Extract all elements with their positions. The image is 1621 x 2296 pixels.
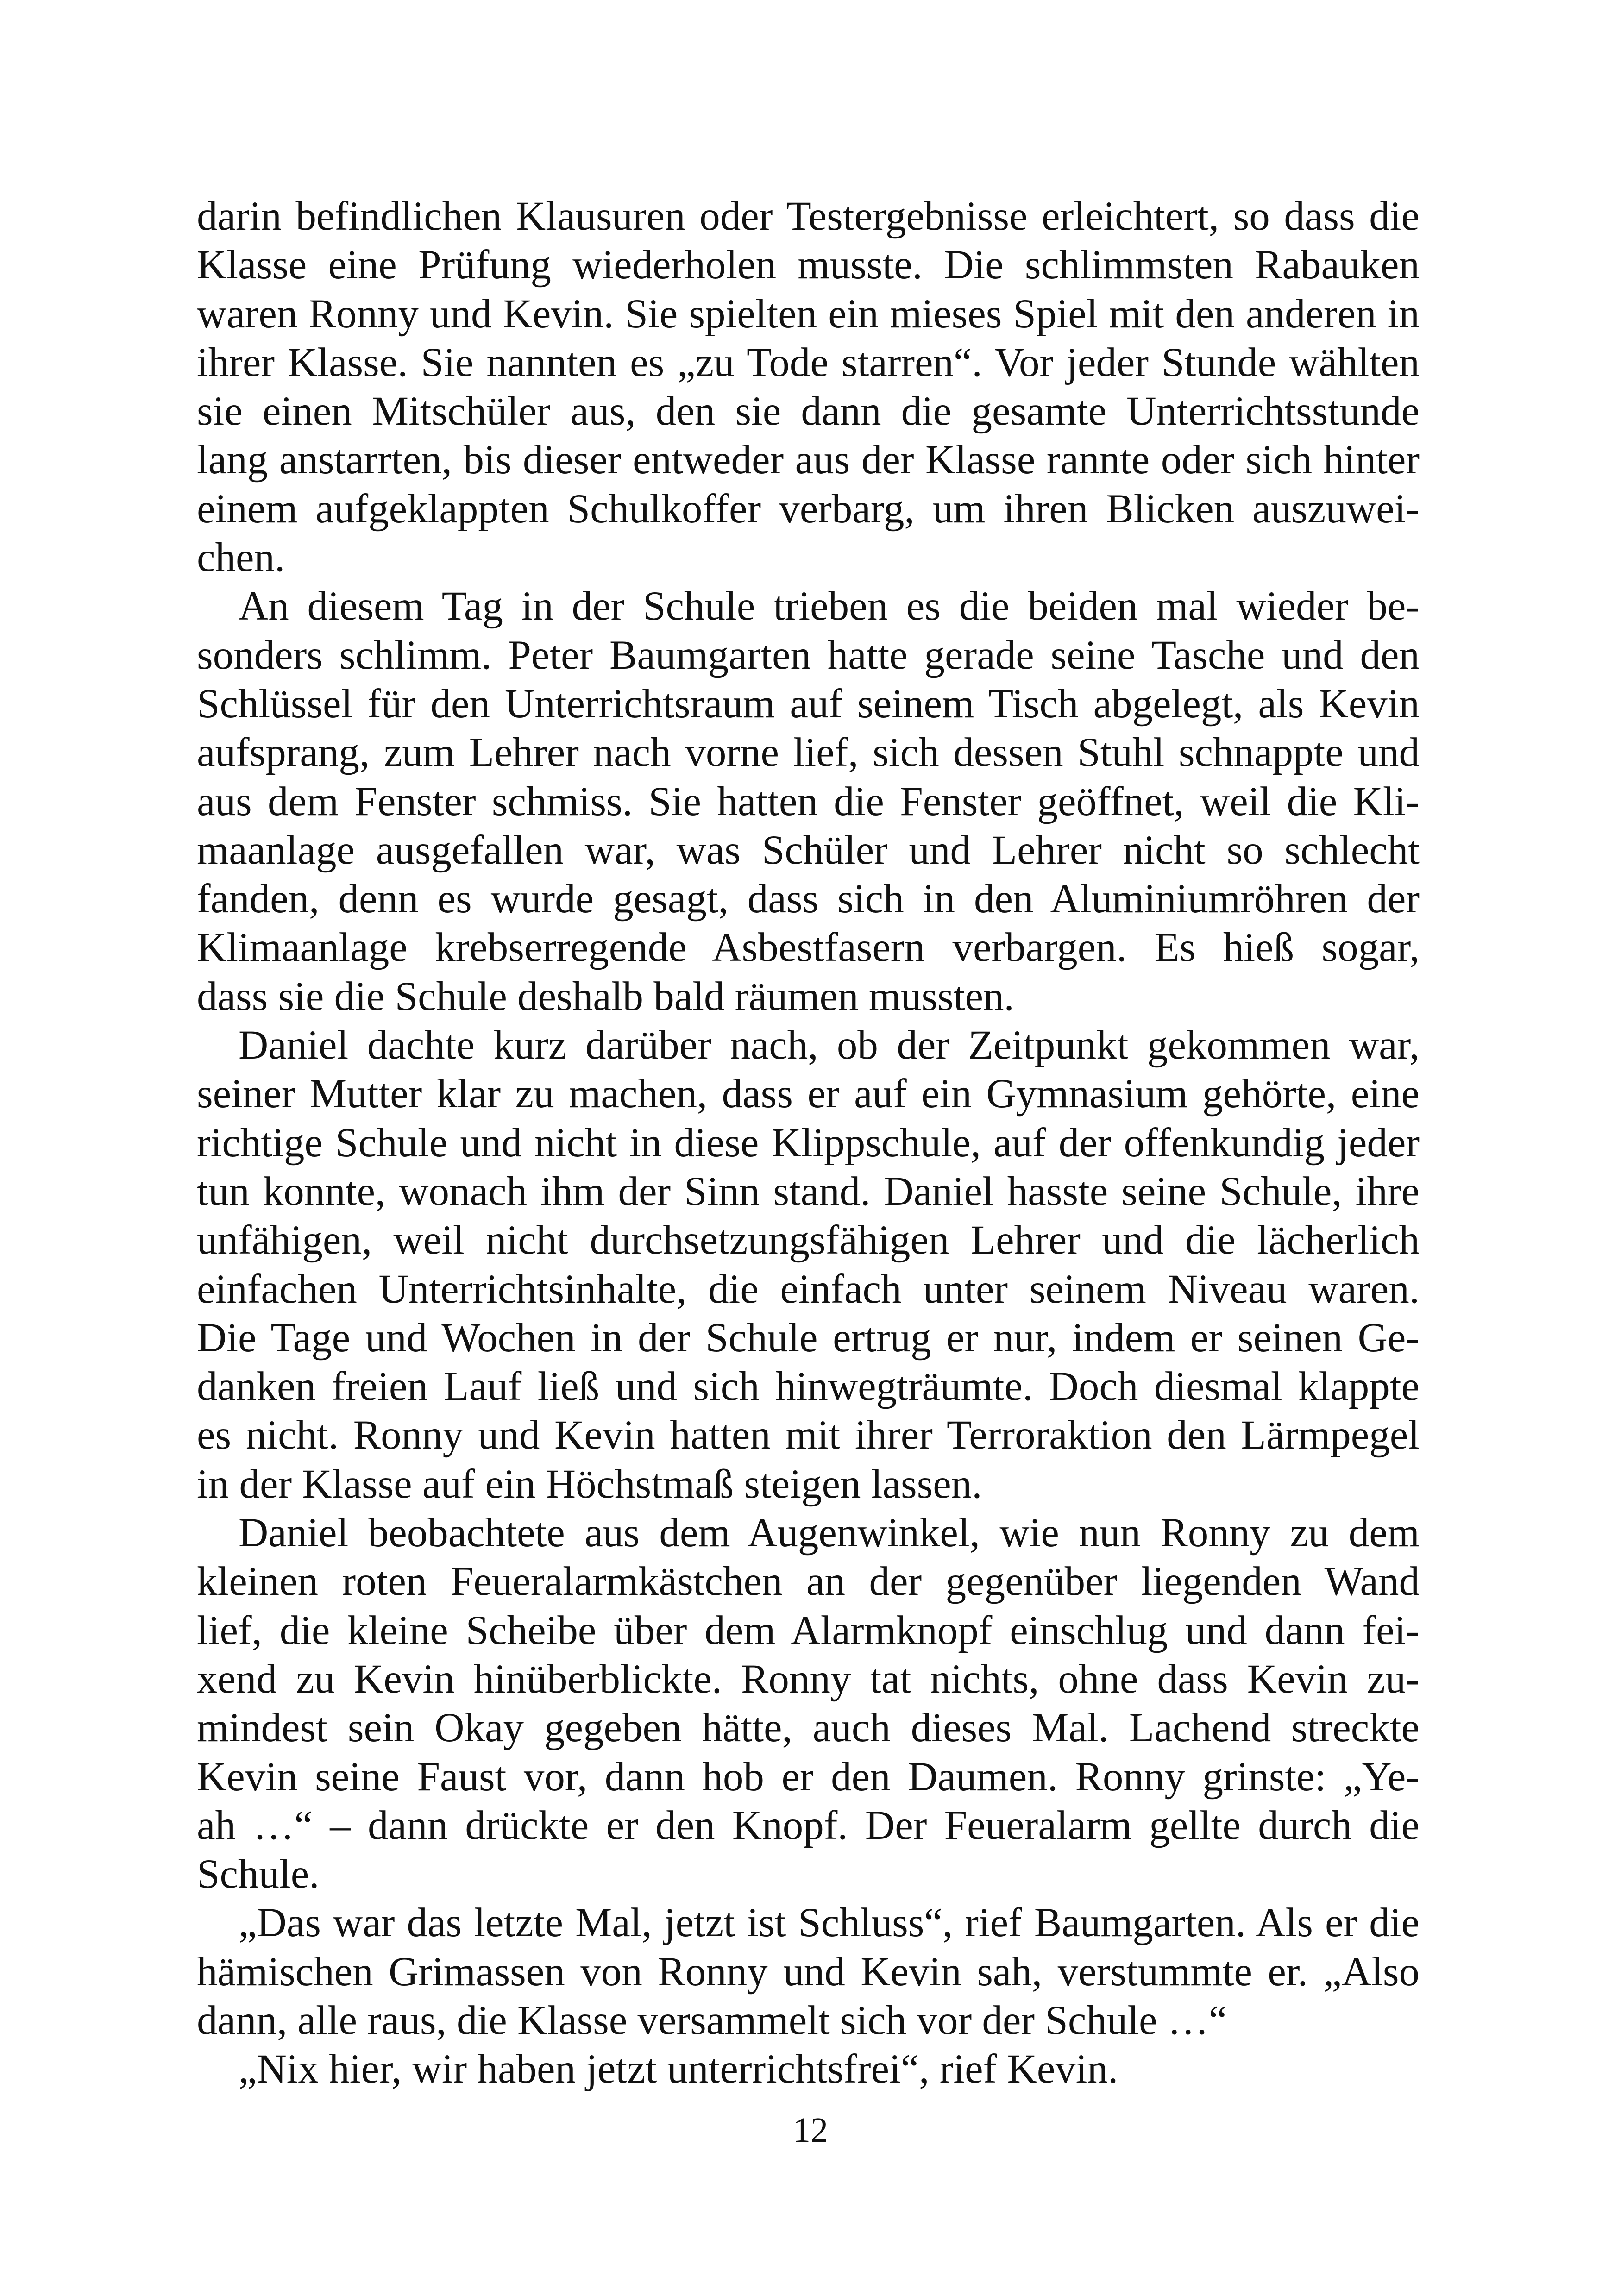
- paragraph: [197, 582, 1420, 1021]
- paragraph: [197, 192, 1420, 582]
- text-line: chen.: [197, 535, 285, 581]
- text-line: einfachen Unterrichtsinhalte, die einfach unter seinem Niveau waren.: [197, 1266, 1420, 1312]
- text-line: dass sie die Schule deshalb bald räumen mussten.: [197, 973, 1014, 1019]
- text-line: einem aufgeklappten Schulkoffer verbarg, um ihren Blicken auszuwei-: [197, 486, 1420, 532]
- text-line: xend zu Kevin hinüberblickte. Ronny tat nichts, ohne dass Kevin zu-: [197, 1656, 1420, 1702]
- text-line: in der Klasse auf ein Höchstmaß steigen lassen.: [197, 1461, 982, 1507]
- text-line: sonders schlimm. Peter Baumgarten hatte gerade seine Tasche und den: [197, 632, 1420, 678]
- paragraph: [197, 1899, 1420, 2045]
- text-line: Kevin seine Faust vor, dann hob er den Daumen. Ronny grinste: „Ye-: [197, 1754, 1420, 1800]
- text-line: sie einen Mitschüler aus, den sie dann die gesamte Unterrichtsstunde: [197, 389, 1420, 434]
- text-line: Klimaanlage krebserregende Asbestfasern verbargen. Es hieß sogar,: [197, 925, 1420, 971]
- text-line: darin befindlichen Klausuren oder Testergebnisse erleichtert, so dass die: [197, 194, 1420, 239]
- text-line: ihrer Klasse. Sie nannten es „zu Tode starren“. Vor jeder Stunde wählten: [197, 339, 1420, 385]
- paragraph: [197, 2045, 1420, 2094]
- text-line: unfähigen, weil nicht durchsetzungsfähigen Lehrer und die lächerlich: [197, 1217, 1420, 1263]
- text-line: lief, die kleine Scheibe über dem Alarmknopf einschlug und dann fei-: [197, 1607, 1420, 1653]
- body-text: [197, 192, 1420, 2094]
- text-line: waren Ronny und Kevin. Sie spielten ein mieses Spiel mit den anderen in: [197, 291, 1420, 337]
- text-line: ah …“ – dann drückte er den Knopf. Der Feueralarm gellte durch die: [197, 1802, 1420, 1848]
- text-line: „Nix hier, wir haben jetzt unterrichtsfrei“, rief Kevin.: [239, 2046, 1118, 2092]
- text-line: Daniel dachte kurz darüber nach, ob der Zeitpunkt gekommen war,: [239, 1023, 1420, 1068]
- text-line: es nicht. Ronny und Kevin hatten mit ihrer Terroraktion den Lärmpegel: [197, 1412, 1420, 1458]
- text-line: mindest sein Okay gegeben hätte, auch dieses Mal. Lachend streckte: [197, 1705, 1420, 1751]
- text-line: tun konnte, wonach ihm der Sinn stand. Daniel hasste seine Schule, ihre: [197, 1168, 1420, 1214]
- text-line: Schule.: [197, 1851, 320, 1897]
- text-line: „Das war das letzte Mal, jetzt ist Schluss“, rief Baumgarten. Als er die: [239, 1900, 1420, 1946]
- text-line: lang anstarrten, bis dieser entweder aus der Klasse rannte oder sich hinter: [197, 437, 1420, 483]
- text-line: richtige Schule und nicht in diese Klippschule, auf der offenkundig jeder: [197, 1120, 1420, 1166]
- text-line: An diesem Tag in der Schule trieben es die beiden mal wieder be-: [239, 583, 1420, 629]
- paragraph: [197, 1509, 1420, 1899]
- page-number: 12: [793, 2111, 828, 2150]
- text-line: seiner Mutter klar zu machen, dass er auf ein Gymnasium gehörte, eine: [197, 1071, 1420, 1117]
- text-line: dann, alle raus, die Klasse versammelt sich vor der Schule …“: [197, 1997, 1227, 2043]
- text-line: fanden, denn es wurde gesagt, dass sich in den Aluminiumröhren der: [197, 876, 1420, 922]
- text-line: Klasse eine Prüfung wiederholen musste. Die schlimmsten Rabauken: [197, 242, 1420, 288]
- text-line: maanlage ausgefallen war, was Schüler und Lehrer nicht so schlecht: [197, 827, 1420, 873]
- text-line: Daniel beobachtete aus dem Augenwinkel, wie nun Ronny zu dem: [239, 1510, 1420, 1556]
- text-line: Schlüssel für den Unterrichtsraum auf seinem Tisch abgelegt, als Kevin: [197, 681, 1420, 727]
- text-line: kleinen roten Feueralarmkästchen an der gegenüber liegenden Wand: [197, 1559, 1420, 1605]
- text-line: hämischen Grimassen von Ronny und Kevin sah, verstummte er. „Also: [197, 1949, 1420, 1995]
- text-line: aus dem Fenster schmiss. Sie hatten die Fenster geöffnet, weil die Kli-: [197, 778, 1420, 824]
- text-line: danken freien Lauf ließ und sich hinwegträumte. Doch diesmal klappte: [197, 1364, 1420, 1410]
- text-line: Die Tage und Wochen in der Schule ertrug er nur, indem er seinen Ge-: [197, 1315, 1420, 1361]
- text-line: aufsprang, zum Lehrer nach vorne lief, sich dessen Stuhl schnappte und: [197, 730, 1420, 776]
- paragraph: [197, 1021, 1420, 1509]
